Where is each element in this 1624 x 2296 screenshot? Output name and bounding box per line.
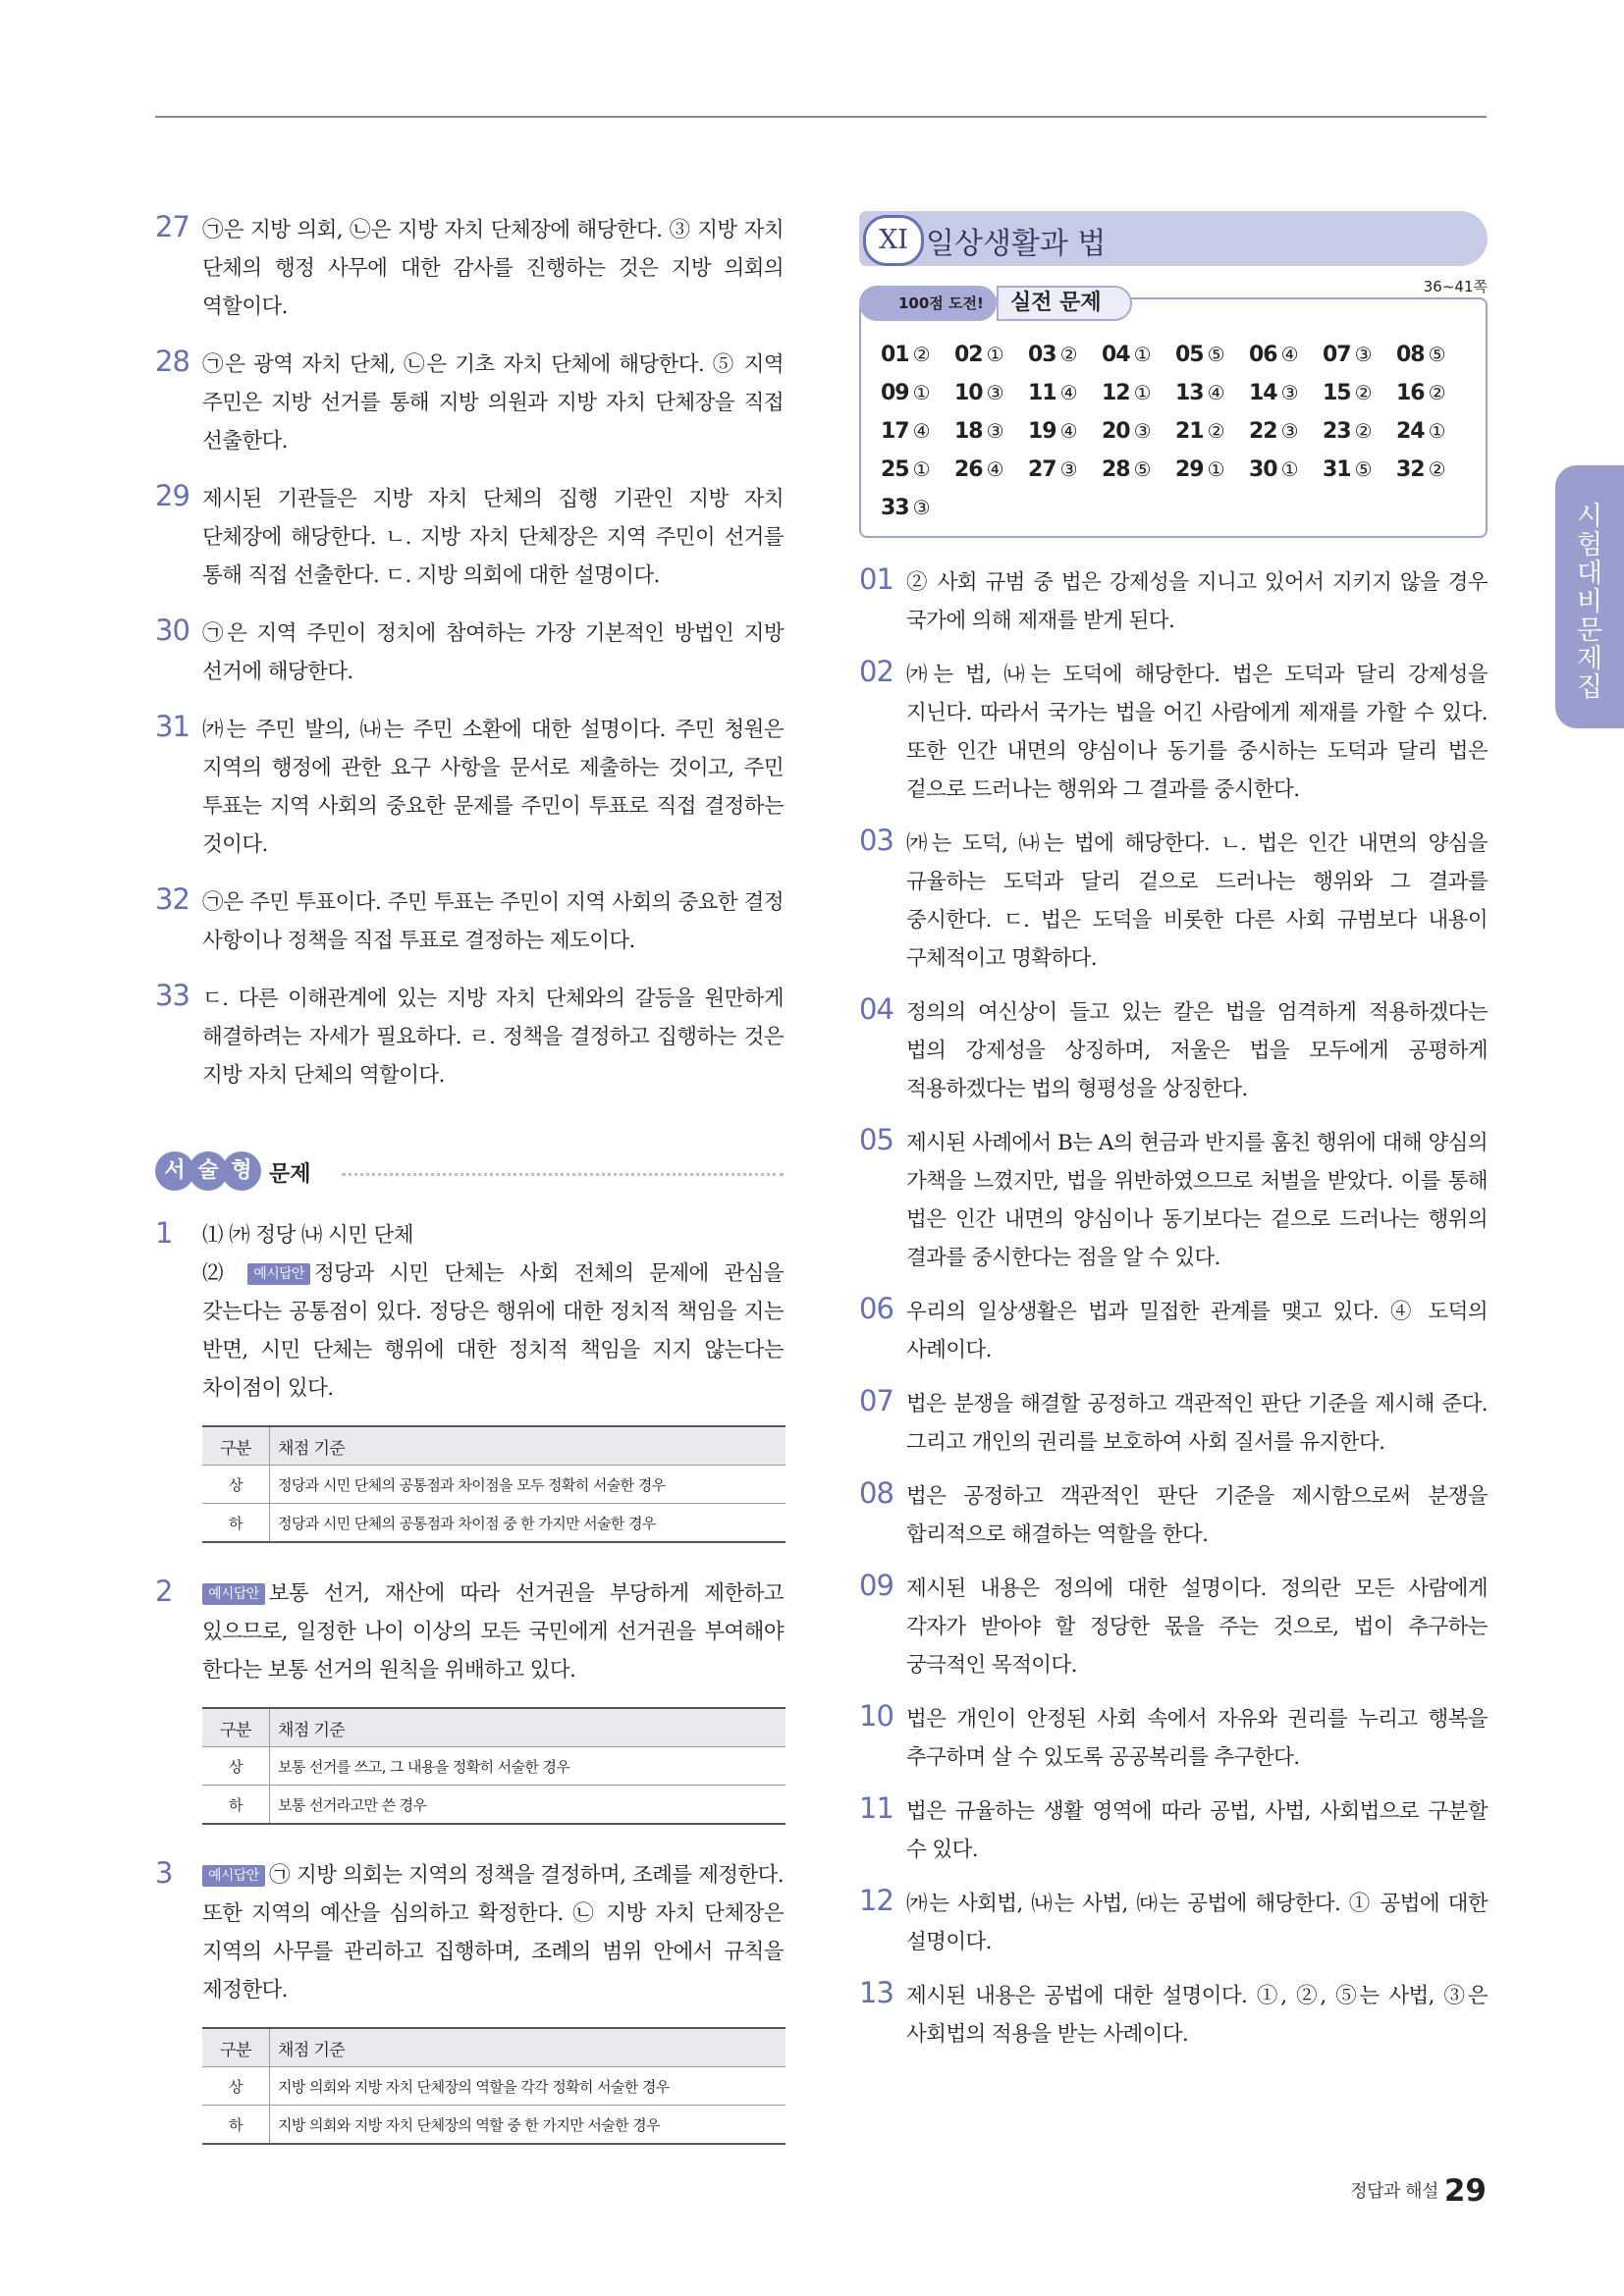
answer-key-cell <box>881 454 954 486</box>
answer-number: 02 <box>859 655 893 688</box>
question-number: 19 <box>1028 419 1056 444</box>
answer-choice: ① <box>1133 381 1152 404</box>
example-answer-tag: 예시답안 <box>202 1583 265 1605</box>
answer-text: 제시된 내용은 공법에 대한 설명이다. ①, ②, ⑤는 사법, ③은 사회법의 적용을 받는 사례이다. <box>906 1984 1488 2047</box>
answer-choice: ④ <box>986 457 1004 481</box>
section-label: 문제 <box>269 1162 311 1187</box>
answer-text: ㉠은 지방 의회, ㉡은 지방 자치 단체장에 해당한다. ③ 지방 자치 단체의 행정 사무에 대한 감사를 진행하는 것은 지방 의회의 역할이다. <box>202 218 784 319</box>
answer-choice: ③ <box>1354 343 1373 366</box>
answer-number: 05 <box>859 1123 893 1156</box>
section-badge: 서 <box>155 1151 194 1191</box>
answer-key-cell <box>1249 454 1323 486</box>
descriptive-number: 2 <box>155 1575 174 1608</box>
answer-number: 31 <box>155 710 189 743</box>
answer-number: 32 <box>155 882 189 916</box>
descriptive-text <box>202 1575 784 1689</box>
side-index-tab[interactable] <box>1555 465 1624 728</box>
question-number: 01 <box>881 343 909 367</box>
answer-number: 29 <box>155 479 189 512</box>
question-number: 06 <box>1249 343 1277 367</box>
side-tab-label: 시험대비문제집 <box>1576 502 1603 703</box>
answer-text: 법은 개인이 안정된 사회 속에서 자유와 권리를 누리고 행복을 추구하며 살 수 있도록 공공복리를 추구한다. <box>906 1707 1488 1770</box>
answer-key-cell <box>1175 454 1249 486</box>
answer-text: ㉠은 지역 주민이 정치에 참여하는 가장 기본적인 방법인 지방 선거에 해당한다. <box>202 621 784 684</box>
example-answer-tag: 예시답안 <box>247 1263 310 1285</box>
answer-text: 법은 규율하는 생활 영역에 따라 공법, 사법, 사회법으로 구분할 수 있다. <box>906 1799 1488 1862</box>
right-column <box>859 211 1488 2069</box>
question-number: 25 <box>881 457 909 482</box>
answer-item <box>155 211 784 326</box>
question-number: 24 <box>1396 419 1425 444</box>
answer-choice: ② <box>912 343 931 366</box>
answer-key-cell <box>1102 415 1175 448</box>
answer-text: ㉠은 주민 투표이다. 주민 투표는 주민이 지역 사회의 중요한 결정 사항이나 정책을 직접 투표로 결정하는 제도이다. <box>202 890 784 953</box>
table-header: 구분 <box>202 2028 270 2067</box>
page-number: 29 <box>1443 2173 1487 2209</box>
answer-item <box>155 346 784 460</box>
answer-text: 법은 분쟁을 해결할 공정하고 객관적인 판단 기준을 제시해 준다. 그리고 개인의 권리를 보호하여 사회 질서를 유지한다. <box>906 1392 1488 1455</box>
answer-number: 09 <box>859 1569 893 1602</box>
table-row <box>202 1466 785 1504</box>
descriptive-text <box>202 1856 784 2009</box>
answer-choice: ② <box>1059 343 1078 366</box>
answer-text: ㈎는 사회법, ㈏는 사법, ㈐는 공법에 해당한다. ① 공법에 대한 설명이다. <box>906 1892 1488 1954</box>
question-number: 10 <box>954 381 983 405</box>
answer-text: 우리의 일상생활은 법과 밀접한 관계를 맺고 있다. ④ 도덕의 사례이다. <box>906 1300 1488 1362</box>
answer-key-cell <box>881 492 954 524</box>
answer-key-cell <box>881 415 954 448</box>
answer-text: 정의의 여신상이 들고 있는 칼은 법을 엄격하게 적용하겠다는 법의 강제성을 상징하며, 저울은 법을 모두에게 공평하게 적용하겠다는 법의 형평성을 상징한다. <box>906 1000 1488 1101</box>
question-number: 20 <box>1102 419 1130 444</box>
question-number: 23 <box>1323 419 1351 444</box>
answer-number: 30 <box>155 614 189 647</box>
question-number: 12 <box>1102 381 1130 405</box>
answer-number: 13 <box>859 1976 893 2009</box>
answer-number: 33 <box>155 979 189 1012</box>
answer-choice: ② <box>1428 381 1446 404</box>
answer-key-cell <box>1323 454 1396 486</box>
answer-item <box>155 480 784 595</box>
left-answers <box>155 211 784 1095</box>
answer-key-cell <box>1323 339 1396 371</box>
answer-number: 06 <box>859 1292 893 1325</box>
answer-key-cell <box>1102 339 1175 371</box>
descriptive-item <box>155 1216 784 1408</box>
question-number: 17 <box>881 419 909 444</box>
answer-text: ㈎는 주민 발의, ㈏는 주민 소환에 대한 설명이다. 주민 청원은 지역의 행정에 관한 요구 사항을 문서로 제출하는 것이고, 주민 투표는 지역 사회의 중요한 문제를 주민이 투표로 직접 결정하는 것이다. <box>202 718 784 857</box>
question-number: 18 <box>954 419 983 444</box>
answer-choice: ① <box>1207 457 1225 481</box>
descriptive-text <box>202 1255 784 1408</box>
answer-choice: ③ <box>1280 381 1299 404</box>
answer-key-cell <box>1102 454 1175 486</box>
answer-key-cell <box>1028 377 1102 409</box>
header-rule <box>155 116 1487 118</box>
answer-number: 07 <box>859 1384 893 1417</box>
table-header: 채점 기준 <box>270 1708 786 1747</box>
question-number: 30 <box>1249 457 1277 482</box>
descriptive-number: 1 <box>155 1216 174 1250</box>
answer-key-cell <box>1323 377 1396 409</box>
answer-choice: ④ <box>1059 419 1078 443</box>
answer-item <box>155 883 784 960</box>
answer-item <box>859 1885 1488 1961</box>
question-number: 26 <box>954 457 983 482</box>
answer-key-cell <box>1175 339 1249 371</box>
question-number: 13 <box>1175 381 1204 405</box>
answer-key-cell <box>1175 415 1249 448</box>
descriptive-item <box>155 1575 784 1689</box>
table-cell: 지방 의회와 지방 자치 단체장의 역할을 각각 정확히 서술한 경우 <box>270 2067 786 2106</box>
sub-marker: ⑵ <box>202 1261 248 1286</box>
table-cell: 상 <box>202 2067 270 2106</box>
answer-key-cell <box>954 454 1028 486</box>
grading-table <box>202 1425 785 1543</box>
table-cell: 상 <box>202 1747 270 1786</box>
answer-key-cell <box>954 339 1028 371</box>
question-number: 32 <box>1396 457 1425 482</box>
answer-number: 03 <box>859 824 893 857</box>
answer-number: 12 <box>859 1884 893 1917</box>
answer-key-cell <box>1249 415 1323 448</box>
descriptive-section-header <box>155 1151 784 1197</box>
question-number: 31 <box>1323 457 1351 482</box>
answer-text: ㈎는 법, ㈏는 도덕에 해당한다. 법은 도덕과 달리 강제성을 지닌다. 따라서 국가는 법을 어긴 사람에게 제재를 가할 수 있다. 또한 인간 내면의 양심이나 동기를 중시하는 도덕과 달리 법은 겉으로 드러나는 행위와 그 결과를 중시한다. <box>906 663 1488 802</box>
answer-item <box>155 711 784 864</box>
answer-key-cell <box>1102 377 1175 409</box>
descriptive-number: 3 <box>155 1856 174 1890</box>
table-cell: 하 <box>202 1786 270 1825</box>
answer-key-cell <box>1396 339 1470 371</box>
right-answers <box>859 563 1488 2054</box>
question-number: 02 <box>954 343 983 367</box>
question-number: 09 <box>881 381 909 405</box>
answer-choice: ① <box>986 343 1004 366</box>
answer-item <box>155 980 784 1095</box>
answer-key-cell <box>1028 415 1102 448</box>
answer-key-grid <box>881 339 1470 524</box>
section-badge: 술 <box>189 1151 228 1191</box>
table-row <box>202 2067 785 2106</box>
answer-key-cell <box>1249 339 1323 371</box>
question-number: 21 <box>1175 419 1204 444</box>
answer-item <box>859 656 1488 809</box>
table-cell: 하 <box>202 1504 270 1543</box>
example-answer-tag: 예시답안 <box>202 1865 265 1887</box>
descriptive-body: 정당과 시민 단체는 사회 전체의 문제에 관심을 갖는다는 공통점이 있다. 정당은 행위에 대한 정치적 책임을 지는 반면, 시민 단체는 행위에 대한 정치적 책임을 지지 않는다는 차이점이 있다. <box>202 1261 785 1401</box>
page-range: 36~41쪽 <box>1423 278 1488 295</box>
table-row <box>202 1504 785 1543</box>
answer-text: ㉠은 광역 자치 단체, ㉡은 기초 자치 단체에 해당한다. ⑤ 지역 주민은 지방 선거를 통해 지방 의원과 지방 자치 단체장을 직접 선출한다. <box>202 352 784 454</box>
answer-number: 11 <box>859 1791 893 1825</box>
answer-choice: ② <box>1354 381 1373 404</box>
answer-number: 27 <box>155 210 189 243</box>
answer-number: 01 <box>859 562 893 596</box>
descriptive-line: ⑴ ㈎ 정당 ㈏ 시민 단체 <box>202 1223 413 1248</box>
answer-item <box>859 993 1488 1108</box>
question-number: 15 <box>1323 381 1351 405</box>
answer-choice: ③ <box>1059 457 1078 481</box>
footer-label: 정답과 해설 <box>1350 2181 1438 2202</box>
answer-key-cell <box>1175 377 1249 409</box>
question-number: 08 <box>1396 343 1425 367</box>
chapter-number: XI <box>863 215 924 266</box>
answer-choice: ③ <box>912 496 931 519</box>
answer-choice: ⑤ <box>1133 457 1152 481</box>
answer-key-cell <box>954 415 1028 448</box>
table-cell: 지방 의회와 지방 자치 단체장의 역할 중 한 가지만 서술한 경우 <box>270 2106 786 2145</box>
answer-choice: ④ <box>1059 381 1078 404</box>
answer-choice: ③ <box>1133 419 1152 443</box>
answer-key-cell <box>954 377 1028 409</box>
question-number: 29 <box>1175 457 1204 482</box>
answer-key-cell <box>881 339 954 371</box>
answer-choice: ① <box>1280 457 1299 481</box>
answer-text: 제시된 내용은 정의에 대한 설명이다. 정의란 모든 사람에게 각자가 받아야 할 정당한 몫을 주는 것으로, 법이 추구하는 궁극적인 목적이다. <box>906 1576 1488 1678</box>
question-number: 22 <box>1249 419 1277 444</box>
answer-choice: ④ <box>1207 381 1225 404</box>
question-number: 16 <box>1396 381 1425 405</box>
answer-choice: ③ <box>986 419 1004 443</box>
answer-key-cell <box>881 377 954 409</box>
answer-item <box>859 825 1488 978</box>
answer-key-cell <box>1028 339 1102 371</box>
descriptive-body: ㉠ 지방 의회는 지역의 정책을 결정하며, 조례를 제정한다. 또한 지역의 예산을 심의하고 확정한다. ㉡ 지방 자치 단체장은 지역의 사무를 관리하고 집행하며, 조례의 범위 안에서 규칙을 제정한다. <box>202 1863 784 2002</box>
table-cell: 정당과 시민 단체의 공통점과 차이점을 모두 정확히 서술한 경우 <box>270 1466 786 1504</box>
chapter-title: 일상생활과 법 <box>926 227 1107 261</box>
answer-choice: ④ <box>912 419 931 443</box>
chapter-header <box>859 211 1488 266</box>
answer-choice: ⑤ <box>1354 457 1373 481</box>
table-row <box>202 1786 785 1825</box>
answer-key-cell <box>1249 377 1323 409</box>
descriptive-body: 보통 선거, 재산에 따라 선거권을 부당하게 제한하고 있으므로, 일정한 나이 이상의 모든 국민에게 선거권을 부여해야 한다는 보통 선거의 원칙을 위배하고 있다. <box>202 1581 784 1682</box>
answer-key-cell <box>1396 377 1470 409</box>
answer-number: 28 <box>155 345 189 378</box>
answer-key-cell <box>1396 415 1470 448</box>
question-number: 07 <box>1323 343 1351 367</box>
question-number: 03 <box>1028 343 1056 367</box>
answer-item <box>859 1293 1488 1369</box>
dotted-divider <box>342 1173 784 1176</box>
answer-text: 제시된 사례에서 B는 A의 현금과 반지를 훔친 행위에 대해 양심의 가책을 느꼈지만, 법을 위반하였으므로 처벌을 받았다. 이를 통해 법은 인간 내면의 양심이나 동기보다는 겉으로 드러나는 행위의 결과를 중시한다는 점을 알 수 있다. <box>906 1131 1488 1270</box>
answer-choice: ② <box>1354 419 1373 443</box>
question-number: 28 <box>1102 457 1130 482</box>
answer-choice: ③ <box>986 381 1004 404</box>
answer-text: 제시된 기관들은 지방 자치 단체의 집행 기관인 지방 자치 단체장에 해당한다. ㄴ. 지방 자치 단체장은 지역 주민이 선거를 통해 직접 선출한다. ㄷ. 지방 의회에 대한 설명이다. <box>202 487 784 588</box>
answer-text: ㄷ. 다른 이해관계에 있는 지방 자치 단체와의 갈등을 원만하게 해결하려는 자세가 필요하다. ㄹ. 정책을 결정하고 집행하는 것은 지방 자치 단체의 역할이다. <box>202 987 784 1088</box>
question-number: 14 <box>1249 381 1277 405</box>
answer-text: ㈎는 도덕, ㈏는 법에 해당한다. ㄴ. 법은 인간 내면의 양심을 규율하는 도덕과 달리 겉으로 드러나는 행위와 그 결과를 중시한다. ㄷ. 법은 도덕을 비롯한 다른 사회 규범보다 내용이 구체적이고 명확하다. <box>906 831 1488 971</box>
grading-table <box>202 2027 785 2145</box>
answer-item <box>859 1792 1488 1869</box>
answer-choice: ① <box>912 457 931 481</box>
table-cell: 정당과 시민 단체의 공통점과 차이점 중 한 가지만 서술한 경우 <box>270 1504 786 1543</box>
page-footer <box>1350 2173 1487 2209</box>
answer-choice: ① <box>912 381 931 404</box>
answer-choice: ⑤ <box>1207 343 1225 366</box>
table-cell: 보통 선거를 쓰고, 그 내용을 정확히 서술한 경우 <box>270 1747 786 1786</box>
question-number: 11 <box>1028 381 1056 405</box>
question-number: 33 <box>881 496 909 520</box>
table-cell: 보통 선거라고만 쓴 경우 <box>270 1786 786 1825</box>
answer-item <box>155 614 784 691</box>
answer-choice: ① <box>1428 419 1446 443</box>
answer-key-cell <box>1396 454 1470 486</box>
answer-choice: ② <box>1207 419 1225 443</box>
section-badge: 형 <box>222 1151 261 1191</box>
answer-choice: ④ <box>1280 343 1299 366</box>
question-number: 27 <box>1028 457 1056 482</box>
question-number: 05 <box>1175 343 1204 367</box>
answer-choice: ③ <box>1280 419 1299 443</box>
answer-choice: ② <box>1428 457 1446 481</box>
table-row <box>202 2106 785 2145</box>
table-row <box>202 1747 785 1786</box>
left-column <box>155 211 784 2176</box>
table-header: 채점 기준 <box>270 2028 786 2067</box>
answer-number: 04 <box>859 992 893 1026</box>
table-cell: 상 <box>202 1466 270 1504</box>
answer-key-box <box>859 291 1488 538</box>
answer-choice: ⑤ <box>1428 343 1446 366</box>
answer-item <box>859 1477 1488 1554</box>
challenge-label: 100점 도전! <box>859 286 997 321</box>
table-cell: 하 <box>202 2106 270 2145</box>
answer-choice: ① <box>1133 343 1152 366</box>
answer-item <box>859 1570 1488 1684</box>
practice-label: 실전 문제 <box>997 286 1132 321</box>
answer-item <box>859 1700 1488 1777</box>
answer-item <box>859 1385 1488 1462</box>
table-header: 채점 기준 <box>270 1426 786 1466</box>
table-header: 구분 <box>202 1708 270 1747</box>
answer-number: 08 <box>859 1476 893 1510</box>
table-header: 구분 <box>202 1426 270 1466</box>
descriptive-item <box>155 1856 784 2009</box>
answer-text: ② 사회 규범 중 법은 강제성을 지니고 있어서 지키지 않을 경우 국가에 의해 제재를 받게 된다. <box>906 570 1488 633</box>
answer-text: 법은 공정하고 객관적인 판단 기준을 제시함으로써 분쟁을 합리적으로 해결하는 역할을 한다. <box>906 1484 1488 1547</box>
answer-item <box>859 1124 1488 1277</box>
answer-number: 10 <box>859 1699 893 1733</box>
answer-item <box>859 1977 1488 2054</box>
answer-key-cell <box>1323 415 1396 448</box>
grading-table <box>202 1707 785 1825</box>
answer-key-cell <box>1028 454 1102 486</box>
answer-item <box>859 563 1488 640</box>
question-number: 04 <box>1102 343 1130 367</box>
